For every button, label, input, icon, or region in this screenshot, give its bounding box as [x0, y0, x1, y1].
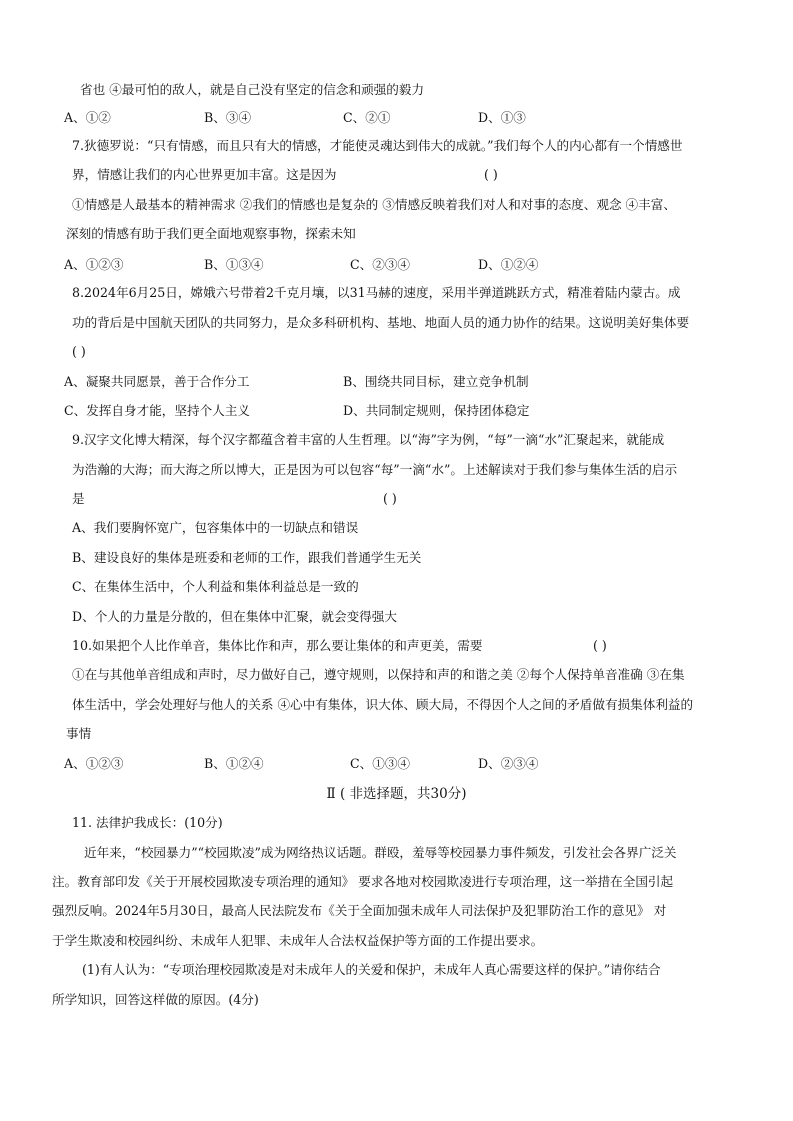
question-11-material: 于学生欺凌和校园纠纷、未成年人犯罪、未成年人合法权益保护等方面的工作提出要求。: [52, 933, 544, 948]
q10-option-d: D、②③④: [478, 756, 539, 771]
question-8-text: 8.2024年6月25日，嫦娥六号带着2千克月壤，以31马赫的速度，采用半弹道跳跃方式，精准着陆内蒙古。成: [72, 285, 681, 300]
q8-option-b: B、围绕共同目标，建立竞争机制: [343, 374, 529, 389]
q7-option-b: B、①③④: [204, 257, 264, 272]
q9-option-a: A、我们要胸怀宽广，包容集体中的一切缺点和错误: [72, 520, 359, 535]
q10-option-a: A、①②③: [64, 756, 124, 771]
answer-blank: ( ): [484, 167, 498, 182]
question-10-statements: 事情: [66, 726, 92, 741]
q7-option-d: D、①②④: [478, 257, 539, 272]
q10-option-c: C、①③④: [350, 756, 411, 771]
question-7-statements: ①情感是人最基本的精神需求 ②我们的情感也是复杂的 ③情感反映着我们对人和对事的态度、观念 ④丰富、: [72, 197, 676, 212]
question-9-text: 为浩瀚的大海；而大海之所以博大，正是因为可以包容“每”一滴“水”。上述解读对于我们参与集体生活的启示: [72, 462, 678, 477]
q9-option-d: D、个人的力量是分散的，但在集体中汇聚，就会变得强大: [72, 609, 397, 624]
q6-option-a: A、①②: [64, 110, 111, 125]
question-7-text: 7.狄德罗说：“只有情感，而且只有大的情感，才能使灵魂达到伟大的成就。”我们每个人的内心都有一个情感世: [72, 138, 683, 153]
q8-option-c: C、发挥自身才能，坚持个人主义: [64, 403, 250, 418]
question-7-statements: 深刻的情感有助于我们更全面地观察事物，探索未知: [66, 226, 356, 241]
text-line: 省也 ④最可怕的敌人，就是自己没有坚定的信念和顽强的毅力: [80, 82, 425, 97]
q7-option-a: A、①②③: [64, 257, 124, 272]
q6-option-b: B、③④: [204, 110, 252, 125]
q8-option-a: A、凝聚共同愿景，善于合作分工: [64, 374, 250, 389]
question-11-subquestion: 所学知识，回答这样做的原因。(4分): [52, 992, 259, 1007]
answer-blank: ( ): [72, 344, 86, 359]
q6-option-d: D、①③: [478, 110, 526, 125]
question-11-title: 11. 法律护我成长：(10分): [72, 815, 223, 830]
q9-option-c: C、在集体生活中，个人利益和集体利益总是一致的: [72, 579, 359, 594]
q10-option-b: B、①②④: [204, 756, 264, 771]
question-7-text: 界，情感让我们的内心世界更加丰富。这是因为: [72, 167, 337, 182]
question-11-material: 近年来，“校园暴力”“校园欺凌”成为网络热议话题。群殴，羞辱等校园暴力事件频发，引发社会各界广泛关: [84, 845, 677, 860]
question-8-text: 功的背后是中国航天团队的共同努力，是众多科研机构、基地、地面人员的通力协作的结果。这说明美好集体要: [72, 315, 690, 330]
section-title: Ⅱ ( 非选择题，共30分): [326, 786, 467, 802]
question-9-text: 是: [72, 491, 85, 506]
q8-option-d: D、共同制定规则，保持团体稳定: [343, 403, 530, 418]
question-10-text: 10.如果把个人比作单音，集体比作和声，那么要让集体的和声更美，需要: [72, 638, 483, 653]
question-10-statements: ①在与其他单音组成和声时，尽力做好自己，遵守规则，以保持和声的和谐之美 ②每个人保持单音准确 ③在集: [72, 667, 685, 682]
q6-option-c: C、②①: [343, 110, 391, 125]
question-10-statements: 体生活中，学会处理好与他人的关系 ④心中有集体，识大体、顾大局，不得因个人之间的矛盾做有损集体利益的: [72, 697, 694, 712]
answer-blank: ( ): [593, 638, 607, 653]
q9-option-b: B、建设良好的集体是班委和老师的工作，跟我们普通学生无关: [72, 550, 422, 565]
q7-option-c: C、②③④: [350, 257, 411, 272]
question-11-subquestion: (1)有人认为：“专项治理校园欺凌是对未成年人的关爱和保护，未成年人真心需要这样的保护。”请你结合: [82, 962, 661, 977]
answer-blank: ( ): [383, 491, 397, 506]
question-9-text: 9.汉字文化博大精深，每个汉字都蕴含着丰富的人生哲理。以“海”字为例，“每”一滴“水”汇聚起来，就能成: [72, 432, 665, 447]
question-11-material: 强烈反响。2024年5月30日，最高人民法院发布《关于全面加强未成年人司法保护及犯罪防治工作的意见》 对: [52, 903, 667, 918]
question-11-material: 注。教育部印发《关于开展校园欺凌专项治理的通知》 要求各地对校园欺凌进行专项治理，这一举措在全国引起: [52, 874, 674, 889]
